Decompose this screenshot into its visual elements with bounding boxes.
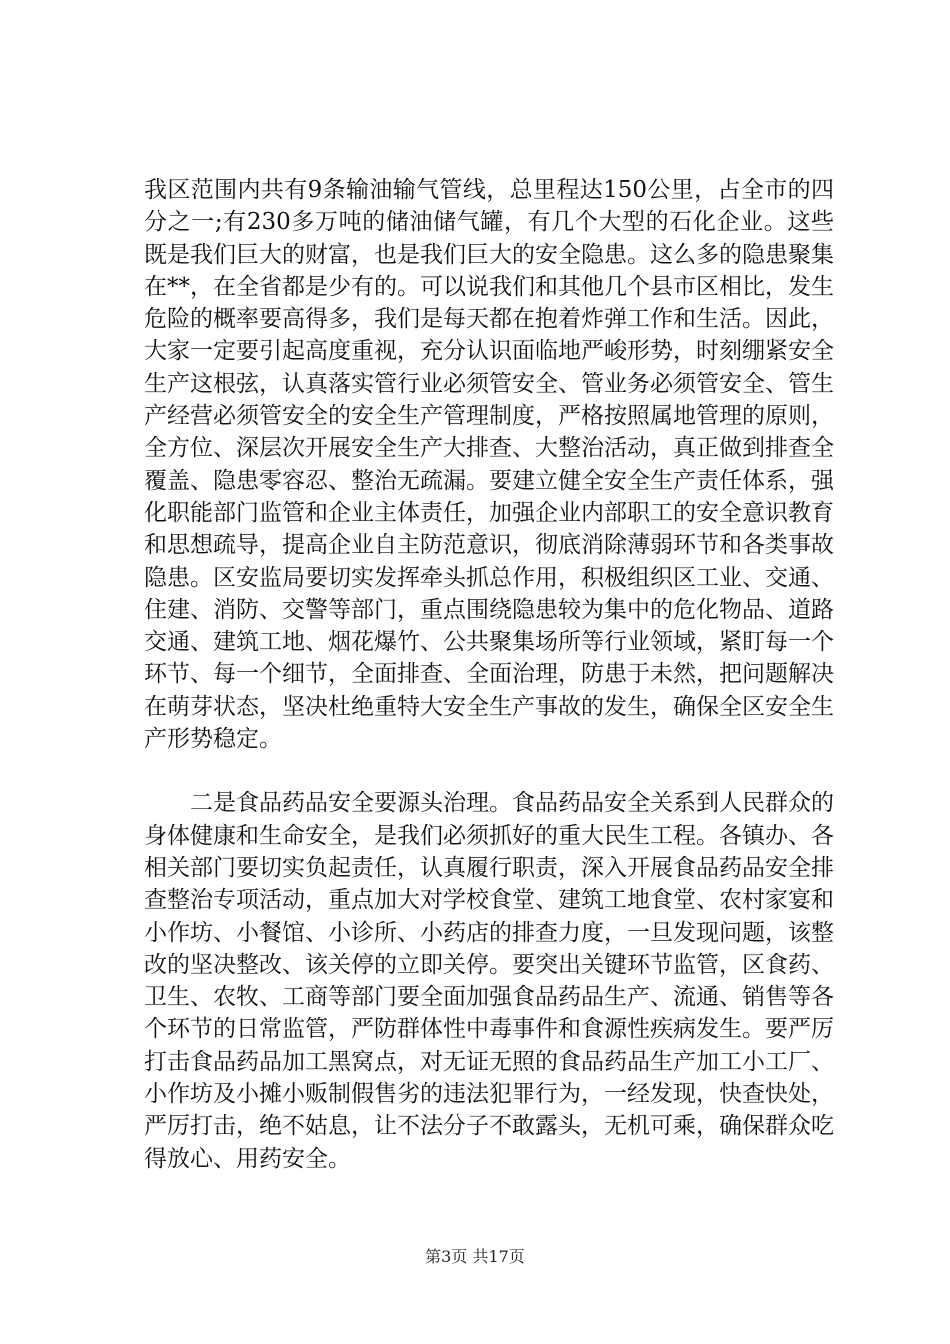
paragraph-safety-production: 我区范围内共有9条输油输气管线，总里程达150公里，占全市的四分之一;有230多万吨的储油储气罐，有几个大型的石化企业。这些既是我们巨大的财富，也是我们巨大的安全隐患。这么多的隐患聚集在**，在全省都是少有的。可以说我们和其他几个县市区相比，发生危险的概率要高得多，我们是每天都在抱着炸弹工作和生活。因此，大家一定要引起高度重视，充分认识面临地严峻形势，时刻绷紧安全生产这根弦，认真落实管行业必须管安全、管业务必须管安全、管生产经营必须管安全的安全生产管理制度，严格按照属地管理的原则，全方位、深层次开展安全生产大排查、大整治活动，真正做到排查全覆盖、隐患零容忍、整治无疏漏。要建立健全安全生产责任体系，强化职能部门监管和企业主体责任，加强企业内部职工的安全意识教育和思想疏导，提高企业自主防范意识，彻底消除薄弱环节和各类事故隐患。区安监局要切实发挥牵头抓总作用，积极组织区工业、交通、住建、消防、交警等部门，重点围绕隐患较为集中的危化物品、道路交通、建筑工地、烟花爆竹、公共聚集场所等行业领域，紧盯每一个环节、每一个细节，全面排查、全面治理，防患于未然，把问题解决在萌芽状态，坚决杜绝重特大安全生产事故的发生，确保全区安全生产形势稳定。 xyxy=(144,177,834,753)
document-body xyxy=(144,174,834,1175)
paragraph-food-drug-safety: 二是食品药品安全要源头治理。食品药品安全关系到人民群众的身体健康和生命安全，是我们必须抓好的重大民生工程。各镇办、各相关部门要切实负起责任，认真履行职责，深入开展食品药品安全排查整治专项活动，重点加大对学校食堂、建筑工地食堂、农村家宴和小作坊、小餐馆、小诊所、小药店的排查力度，一旦发现问题，该整改的坚决整改、该关停的立即关停。要突出关键环节监管，区食药、卫生、农牧、工商等部门要全面加强食品药品生产、流通、销售等各个环节的日常监管，严防群体性中毒事件和食源性疾病发生。要严厉打击食品药品加工黑窝点，对无证无照的食品药品生产加工小工厂、小作坊及小摊小贩制假售劣的违法犯罪行为，一经发现，快查快处，严厉打击，绝不姑息，让不法分子不敢露头，无机可乘，确保群众吃得放心、用药安全。 xyxy=(144,790,834,1172)
page-number-footer: 第3页 共17页 xyxy=(425,1247,525,1266)
